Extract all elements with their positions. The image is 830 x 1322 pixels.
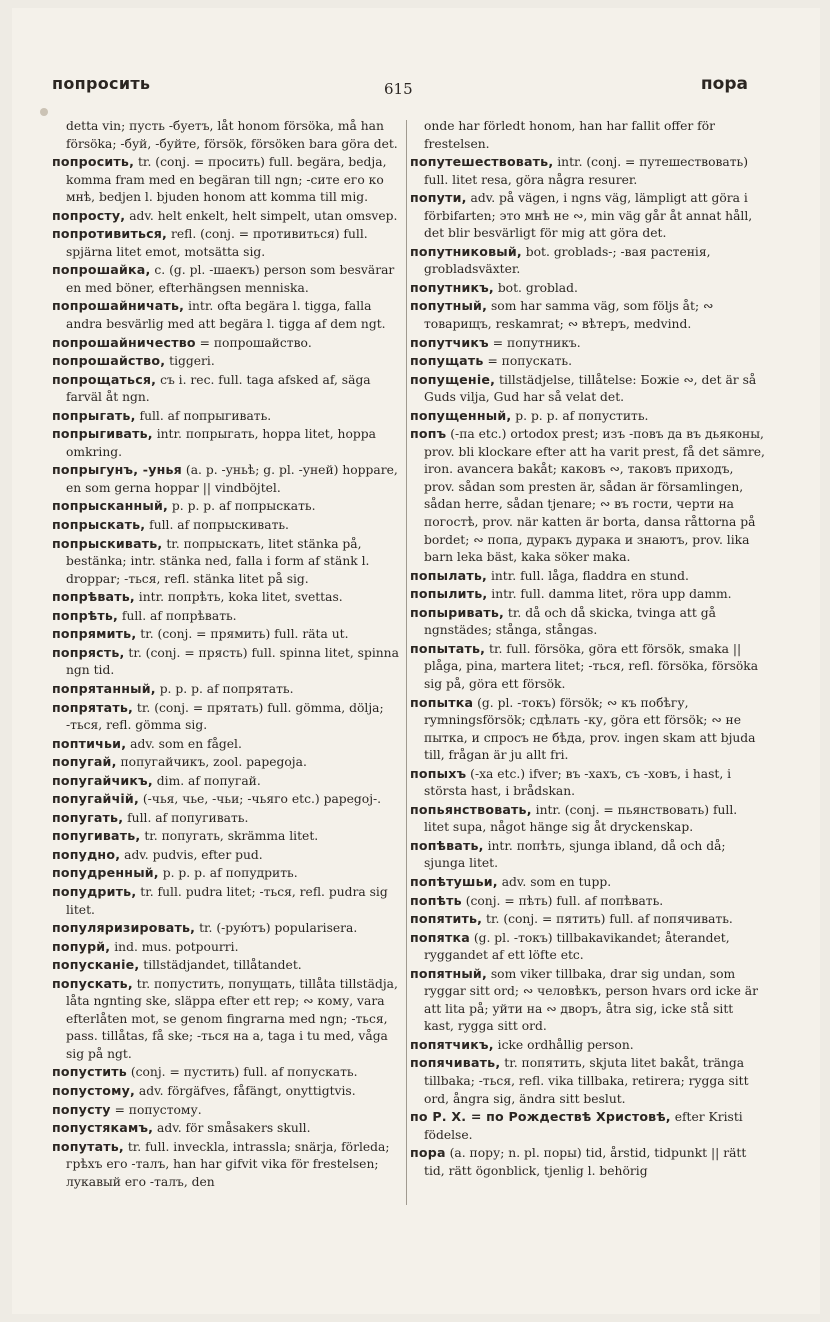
entry-definition: p. p. p. af попрыскать. [171,499,316,514]
entry-definition: (a. пору; n. pl. поры) tid, årstid, tidpunkt || rätt tid, rätt ögonblick, tjenlig l. behörig [424,1146,747,1178]
entry-headword: попущать [410,353,484,369]
dictionary-entry [52,753,404,772]
entry-definition: p. p. p. af попудрить. [162,866,298,881]
entry-definition: intr. (conj. = путешествовать) full. litet resa, göra några resurer. [424,155,749,187]
dictionary-entry [52,261,404,297]
entry-headword: попъ [410,426,447,442]
page-number: 615 [384,80,413,98]
dictionary-entry [410,873,765,892]
entry-headword: попудренный, [52,865,159,881]
paper-stain [40,108,48,116]
entry-definition: adv. pudvis, efter pud. [124,847,263,862]
entry-headword: попутный, [410,298,488,314]
dictionary-entry [410,371,765,407]
entry-definition: (g. pl. -токъ) försök; ∾ къ побѣгу, rymningsförsök; сдѣлать -ку, göra ett försök; ∾ не пытка, и спросъ не бѣда, prov. ingen skam att bjuda till, frågan är ju allt fri. [424,695,756,763]
entry-headword: попрошайка, [52,262,151,278]
dictionary-entry [52,956,404,975]
dictionary-entry [52,644,404,680]
entry-definition: full. af попрыгивать. [139,408,272,423]
entry-headword: попытка [410,694,474,710]
entry-headword: попусту [52,1101,111,1117]
dictionary-entry [52,790,404,809]
entry-headword: попути, [410,190,467,206]
entry-headword: попутникъ, [410,279,494,295]
entry-headword: попрысканный, [52,498,168,514]
entry-headword: попрошайничество [52,334,196,350]
entry-definition: adv. på vägen, i ngns väg, lämpligt att göra i förbifarten; это мнѣ не ∾, min väg går åt annat håll, det blir besvärligt för mig att göra det. [424,191,753,241]
header-left-word: попросить [52,74,151,93]
dictionary-entry [410,1054,765,1108]
dictionary-entry [52,153,404,207]
entry-definition: p. p. p. af попустить. [515,408,649,423]
entry-headword: попрыскать, [52,517,146,533]
dictionary-entry [52,809,404,828]
dictionary-entry [52,1082,404,1101]
entry-headword: пора [410,1145,446,1161]
entry-definition: som viker tillbaka, drar sig undan, som ryggar sitt ord; ∾ человѣкъ, person hvars ord icke är att lita på; уйти на ∾ дворъ, åtra sig, icke stå sitt kast, rygga sitt ord. [424,966,759,1034]
entry-headword: попрыгунъ, -унья [52,462,182,478]
entry-definition: adv. förgäfves, fåfängt, onyttigtvis. [138,1083,356,1098]
entry-headword: попросту, [52,207,126,223]
dictionary-entry [410,640,765,694]
entry-definition: tr. (conj. = прятать) full. gömma, dölja; -ться, refl. gömma sig. [66,700,384,733]
dictionary-entry [52,827,404,846]
entry-definition: intr. попрѣть, koka litet, svettas. [138,590,343,605]
column-divider [406,120,407,1205]
entry-headword: попрясть, [52,644,125,660]
entry-headword: попячивать, [410,1055,501,1071]
entry-definition: tr. då och då skicka, tvinga att gå ngnstädes; stånga, stångas. [424,605,716,638]
entry-headword: попущеніе, [410,371,496,387]
dictionary-entry [52,407,404,426]
entry-definition: (-па etc.) ortodox prest; изъ -повъ да въ дьяконы, prov. bli klockare efter att ha varit prest, få det sämre, iron. avancera bakåt; каковъ ∾, таковъ приходъ, prov. sådan som presten är, sådan är församlingen, sådan herre, sådan tjenare; ∾ въ гости, черти на погостѣ, prov. när katten är borta, dansa råttorna på bordet; ∾ попа, дуракъ дурака и знаютъ, prov. lika barn leka bäst, kaka söker maka. [424,427,765,565]
entry-definition: intr. (conj. = пьянствовать) full. litet supa, något hänge sig åt dryckenskap. [424,802,738,835]
dictionary-entry [410,965,765,1036]
dictionary-entry [410,929,765,965]
entry-definition: = попускать. [487,354,573,369]
entry-definition: tr. full. pudra litet; -ться, refl. pudra sig litet. [66,884,388,917]
entry-definition: icke ordhållig person. [497,1037,634,1052]
dictionary-entry [52,607,404,626]
entry-definition: bot. groblads-; -вая растенія, grobladsväxter. [424,244,711,277]
entry-definition: full. af попрыскивать. [149,518,289,533]
entry-headword: попустому, [52,1082,135,1098]
dictionary-entry [410,1144,765,1180]
entry-definition: tiggeri. [169,354,215,369]
entry-headword: попутать, [52,1138,124,1154]
entry-headword: попугивать, [52,828,141,844]
dictionary-entry [52,735,404,754]
entry-headword: попыхъ [410,765,467,781]
entry-headword: попрыгивать, [52,426,153,442]
entry-definition: intr. попѣть, sjunga ibland, då och då; sjunga litet. [424,838,726,871]
entry-headword: попрямить, [52,626,137,642]
dictionary-entry [410,189,765,243]
entry-headword: попрыгать, [52,407,136,423]
entry-definition: intr. full. låga, fladdra en stund. [490,568,689,583]
entry-definition: tillstädjandet, tillåtandet. [143,958,302,973]
header-right-word: пора [700,74,748,94]
entry-definition: adv. för småsakers skull. [157,1121,311,1136]
dictionary-entry [52,497,404,516]
dictionary-entry [52,516,404,535]
entry-definition: = попрошайство. [199,335,312,350]
entry-headword: попрощаться, [52,371,157,387]
entry-headword: попылить, [410,586,488,602]
dictionary-entry [52,846,404,865]
dictionary-entry [52,207,404,226]
entry-definition: (g. pl. -токъ) tillbakavikandet; återandet, ryggandet af ett löfte etc. [424,930,730,963]
entry-definition: detta vin; пусть -буетъ, låt honom försöka, må han försöka; -буй, -буйте, försök, försöken bara göra det. [66,119,398,151]
entry-headword: попутешествовать, [410,154,554,170]
dictionary-entry [52,352,404,371]
dictionary-entry [410,837,765,873]
dictionary-entry [52,1119,404,1138]
entry-definition: refl. (conj. = противиться) full. spjärna litet emot, motsätta sig. [66,227,368,259]
dictionary-entry [52,425,404,461]
dictionary-entry [52,1101,404,1120]
entry-definition: adv. helt enkelt, helt simpelt, utan omsvep. [129,208,398,223]
entry-headword: попурй, [52,938,111,954]
dictionary-entry [52,297,404,333]
entry-definition: adv. som en tupp. [501,874,612,889]
entry-headword: попятный, [410,965,487,981]
dictionary-entry [52,334,404,353]
entry-headword: популяризировать, [52,920,196,936]
entry-headword: попыривать, [410,604,504,620]
entry-definition: tr. full. försöka, göra ett försök, smaka || plåga, pina, martera litet; -ться, refl. försöka, försöka sig på, göra ett försök. [424,641,759,691]
entry-definition: intr. ofta begära l. tigga, falla andra besvärlig med att begära l. tigga af dem ngt. [66,299,386,332]
entry-headword: попротивиться, [52,226,168,242]
dictionary-entry [410,425,765,566]
dictionary-entry [52,371,404,407]
entry-definition: = попутникъ. [492,335,581,350]
entry-headword: попрошайство, [52,353,166,369]
dictionary-entry [410,801,765,837]
entry-headword: попрятать, [52,699,133,715]
dictionary-entry [52,699,404,735]
dictionary-entry [410,910,765,929]
dictionary-entry [410,1108,765,1144]
entry-headword: попудрить, [52,883,137,899]
dictionary-entry [410,604,765,640]
dictionary-entry [52,225,404,261]
entry-definition: adv. som en fågel. [130,736,242,751]
entry-headword: попугайчій, [52,791,139,807]
entry-headword: поптичьи, [52,735,127,751]
dictionary-entry [410,694,765,765]
dictionary-entry [410,279,765,298]
dictionary-entry [52,588,404,607]
entry-definition: tr. попугать, skrämma litet. [144,829,319,844]
entry-headword: попрѣть, [52,607,118,623]
entry-headword: попустить [52,1064,127,1080]
entry-headword: попутниковый, [410,243,522,259]
entry-headword: попѣть [410,892,462,908]
dictionary-entry [52,772,404,791]
entry-headword: попрошайничать, [52,298,185,314]
entry-definition: = попустому. [114,1102,202,1117]
dictionary-entry [410,118,765,153]
dictionary-entry [410,153,765,189]
entry-definition: (-чья, чье, -чьи; -чьяго etc.) papegoj-. [142,792,382,807]
dictionary-entry [52,535,404,589]
dictionary-entry [410,243,765,279]
dictionary-entry [52,461,404,497]
left-column [52,118,404,1208]
entry-definition: onde har förledt honom, han har fallit offer för frestelsen. [424,119,715,151]
entry-headword: попятчикъ, [410,1036,494,1052]
entry-headword: попьянствовать, [410,801,532,817]
entry-definition: tillstädjelse, tillåtelse: Божіе ∾, det är så Guds vilja, Gud har så velat det. [424,372,757,405]
dictionary-entry [52,938,404,957]
dictionary-entry [410,765,765,801]
dictionary-entry [410,585,765,604]
entry-definition: tr. попустить, попущать, tillåta tillstädja, låta ngnting ske, släppa efter ett rep; ∾ кому, vara efterlåten mot, se genom fingrarna med ngn; -ться, pass. tillåtas, få ske; -ться на а, taga i tu med, våga sig på ngt. [66,976,398,1061]
entry-definition: efter Kristi födelse. [424,1110,743,1142]
entry-headword: попятка [410,929,470,945]
dictionary-entry [410,892,765,911]
entry-definition: intr. попрыгать, hoppa litet, hoppa omkring. [66,427,376,459]
entry-definition: c. (g. pl. -шаекъ) person som besvärar en med böner, efterhängsen menniska. [66,263,395,295]
entry-definition: (a. p. -уньѣ; g. pl. -уней) hoppare, en som gerna hoppar || vindböjtel. [66,463,398,495]
entry-headword: попугать, [52,809,124,825]
entry-headword: попрѣвать, [52,589,135,605]
entry-definition: tr. попятить, skjuta litet bakåt, tränga tillbaka; -ться, refl. vika tillbaka, retirera; rygga sitt ord, ångra sig, ändra sitt beslut. [424,1056,749,1106]
entry-headword: попѣтушьи, [410,873,498,889]
entry-headword: по Р. Х. = по Рождествѣ Христовѣ, [410,1109,671,1125]
entry-definition: bot. groblad. [497,280,578,295]
entry-definition: tr. (conj. = пятить) full. af попячивать. [486,912,733,927]
entry-definition: tr. (conj. = просить) full. begära, bedja, komma fram med en begäran till ngn; -сите его ко мнѣ, bedjen l. bjuden honom att komma till mig. [66,155,387,205]
entry-headword: попрятанный, [52,680,156,696]
dictionary-entry [410,334,765,353]
dictionary-entry [52,919,404,938]
entry-definition: tr. попрыскать, litet stänka på, bestänka; intr. stänka ned, falla i form af stänk l. droppar; -ться, refl. stänka litet på sig. [66,536,370,586]
dictionary-entry [410,352,765,371]
dictionary-entry [52,975,404,1064]
entry-headword: попустякамъ, [52,1120,154,1136]
dictionary-entry [410,1036,765,1055]
dictionary-entry [52,1138,404,1192]
entry-headword: попудно, [52,846,121,862]
entry-headword: попылать, [410,567,488,583]
entry-definition: full. af попугивать. [127,810,249,825]
entry-definition: tr. (conj. = прямить) full. räta ut. [140,627,349,642]
entry-headword: попугайчикъ, [52,772,153,788]
entry-headword: попятить, [410,911,483,927]
right-column [410,118,765,1208]
entry-headword: попущенный, [410,407,512,423]
dictionary-entry [410,297,765,333]
dictionary-entry [52,625,404,644]
entry-definition: p. p. p. af попрятать. [159,681,294,696]
entry-definition: съ i. rec. full. taga afsked af, säga farväl åt ngn. [66,372,371,405]
entry-headword: попускать, [52,975,133,991]
entry-definition: ind. mus. potpourri. [114,939,239,954]
dictionary-entry [52,118,404,153]
dictionary-entry [52,680,404,699]
entry-definition: dim. af попугай. [156,773,261,788]
dictionary-entry [410,567,765,586]
entry-definition: (-ха etc.) ifver; въ -хахъ, съ -ховъ, i hast, i största hast, i brådskan. [424,766,732,799]
entry-definition: (conj. = пѣть) full. af попѣвать. [465,893,664,908]
entry-definition: tr. full. inveckla, intrassla; snärja, förleda; грѣхъ его -талъ, han har gifvit vika för frestelsen; лукавый его -талъ, den [66,1139,390,1189]
entry-definition: intr. full. damma litet, röra upp damm. [491,587,732,602]
entry-definition: попугайчикъ, zool. papegoja. [120,755,307,770]
entry-definition: (conj. = пустить) full. af попускать. [130,1065,358,1080]
entry-definition: som har samma väg, som följs åt; ∾ товарищъ, reskamrat; ∾ вѣтеръ, medvind. [424,299,714,332]
dictionary-entry [52,883,404,919]
entry-headword: попугай, [52,754,117,770]
entry-headword: попытать, [410,640,486,656]
dictionary-entry [410,407,765,426]
entry-definition: full. af попрѣвать. [121,608,237,623]
entry-headword: попрыскивать, [52,535,163,551]
entry-definition: tr. (conj. = прясть) full. spinna litet, spinna ngn tid. [66,645,399,678]
dictionary-entry [52,864,404,883]
entry-headword: попѣвать, [410,837,484,853]
entry-headword: попросить, [52,154,135,170]
dictionary-entry [52,1063,404,1082]
entry-headword: попутчикъ [410,334,489,350]
entry-definition: tr. (-рую́тъ) popularisera. [199,921,358,936]
entry-headword: попусканіе, [52,957,140,973]
